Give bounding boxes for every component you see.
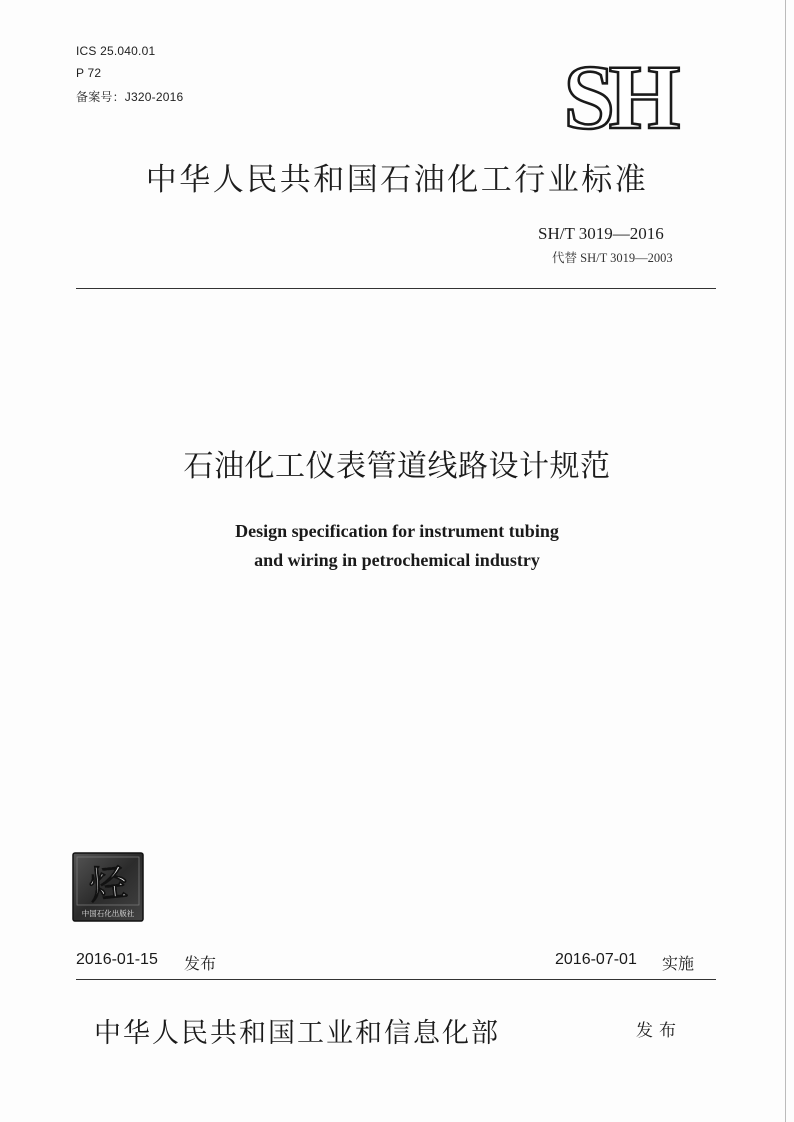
implementation-label: 实施 — [662, 954, 695, 973]
header-divider — [76, 288, 716, 289]
svg-text:烃: 烃 — [86, 860, 130, 908]
issue-date: 2016-01-15 — [76, 951, 158, 968]
standard-code: SH/T 3019—2016 — [538, 224, 664, 243]
footer-divider — [76, 979, 716, 980]
ics-code: ICS 25.040.01 — [76, 44, 156, 58]
issue-label: 发布 — [184, 954, 217, 973]
svg-text:中国石化出版社: 中国石化出版社 — [81, 909, 135, 918]
issuing-action: 发布 — [636, 1021, 682, 1041]
document-title-en-line2: and wiring in petrochemical industry — [254, 550, 540, 570]
publisher-seal-stamp — [72, 852, 144, 922]
document-title-zh: 石油化工仪表管道线路设计规范 — [183, 449, 611, 484]
implementation-date: 2016-07-01 — [555, 951, 637, 968]
svg-text:SH: SH — [563, 52, 675, 142]
scan-edge-line — [785, 0, 786, 1122]
replaces-standard: 代替 SH/T 3019—2003 — [552, 251, 673, 265]
filing-number: 备案号：J320-2016 — [76, 90, 184, 104]
issuing-authority: 中华人民共和国工业和信息化部 — [94, 1018, 500, 1049]
document-title-en-line1: Design specification for instrument tubing — [235, 521, 559, 541]
sh-logo — [538, 52, 700, 142]
standard-category-title: 中华人民共和国石油化工行业标准 — [145, 162, 649, 198]
classification-code: P 72 — [76, 66, 102, 80]
